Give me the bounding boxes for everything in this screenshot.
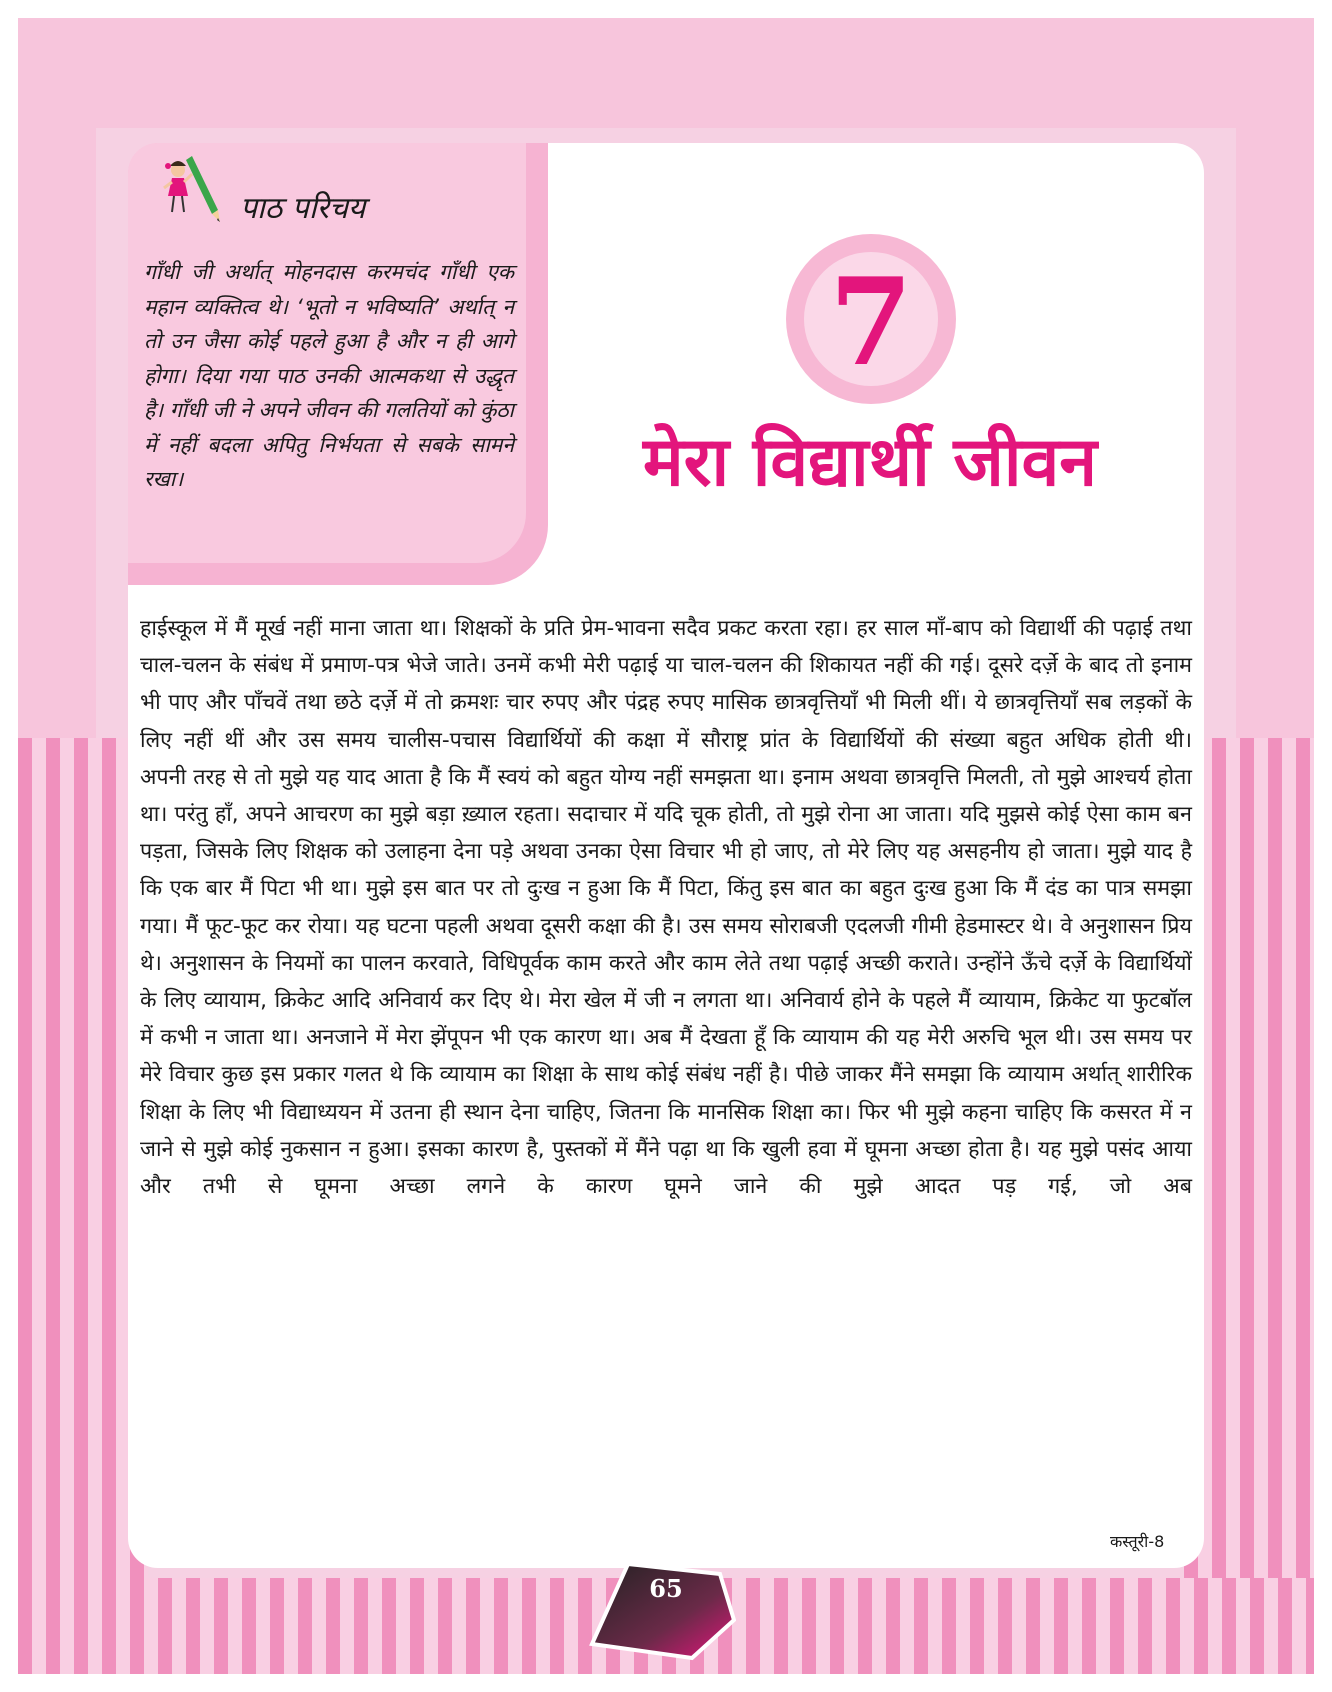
chapter-number: 7 bbox=[829, 252, 913, 393]
chapter-circle-inner bbox=[804, 252, 938, 393]
book-name: कस्तूरी-8 bbox=[1110, 1532, 1165, 1551]
intro-text: गाँधी जी अर्थात् मोहनदास करमचंद गाँधी एक महान व्यक्तित्व थे। ‘भूतो न भविष्यति’ अर्थात् न तो उन जैसा कोई पहले हुआ है और न ही आगे होगा। दिया गया पाठ उनकी आत्मकथा से उद्धृत है। गाँधी जी ने अपने जीवन की गलतियों को कुंठा में नहीं बदला अपितु निर्भयता से सबके सामने रखा। bbox=[144, 260, 514, 491]
intro-heading: पाठ परिचय bbox=[240, 191, 366, 226]
body-text bbox=[140, 610, 1192, 1205]
chapter-title: मेरा विद्यार्थी जीवन bbox=[643, 423, 1097, 502]
body-paragraph: हाईस्कूल में मैं मूर्ख नहीं माना जाता था। शिक्षकों के प्रति प्रेम-भावना सदैव प्रकट करता रहा। हर साल माँ-बाप को विद्यार्थी की पढ़ाई तथा चाल-चलन के संबंध में प्रमाण-पत्र भेजे जाते। उनमें कभी मेरी पढ़ाई या चाल-चलन की शिकायत नहीं की गई। दूसरे दर्ज़े के बाद तो इनाम भी पाए और पाँचवें तथा छठे दर्ज़े में तो क्रमशः चार रुपए और पंद्रह रुपए मासिक छात्रवृत्तियाँ भी मिली थीं। ये छात्रवृत्तियाँ सब लड़कों के लिए नहीं थीं और उस समय चालीस-पचास विद्यार्थियों की कक्षा में सौराष्ट्र प्रांत के विद्यार्थियों की संख्या बहुत अधिक होती थी। bbox=[140, 616, 1192, 753]
page-number: 65 bbox=[649, 1574, 683, 1603]
pencil-girl-icon bbox=[156, 152, 236, 232]
body-paragraph: अपनी तरह से तो मुझे यह याद आता है कि मैं स्वयं को बहुत योग्य नहीं समझता था। इनाम अथवा छात्रवृत्ति मिलती, तो मुझे आश्चर्य होता था। परंतु हाँ, अपने आचरण का मुझे बड़ा ख़्याल रहता। सदाचार में यदि चूक होती, तो मुझे रोना आ जाता। यदि मुझसे कोई ऐसा काम बन पड़ता, जिसके लिए शिक्षक को उलाहना देना पड़े अथवा उनका ऐसा विचार भी हो जाए, तो मेरे लिए यह असहनीय हो जाता। मुझे याद है कि एक बार मैं पिटा भी था। मुझे इस बात पर तो दुःख न हुआ कि मैं पिटा, किंतु इस बात का बहुत दुःख हुआ कि मैं दंड का पात्र समझा गया। मैं फूट-फूट कर रोया। यह घटना पहली अथवा दूसरी कक्षा की है। उस समय सोराबजी एदलजी गीमी हेडमास्टर थे। वे अनुशासन प्रिय थे। अनुशासन के नियमों का पालन करवाते, विधिपूर्वक काम करते और काम लेते तथा पढ़ाई अच्छी कराते। उन्होंने ऊँचे दर्ज़े के विद्यार्थियों के लिए व्यायाम, क्रिकेट आदि अनिवार्य कर दिए थे। मेरा खेल में जी न लगता था। अनिवार्य होने के पहले मैं व्यायाम, क्रिकेट या फुटबॉल में कभी न जाता था। अनजाने में मेरा झेंपूपन भी एक कारण था। अब मैं देखता हूँ कि व्यायाम की यह मेरी अरुचि भूल थी। उस समय पर मेरे विचार कुछ इस प्रकार गलत थे कि व्यायाम का शिक्षा के साथ कोई संबंध नहीं है। पीछे जाकर मैंने समझा कि व्यायाम अर्थात् शारीरिक शिक्षा के लिए भी विद्याध्ययन में उतना ही स्थान देना चाहिए, जितना कि मानसिक शिक्षा का। फिर भी मुझे कहना चाहिए कि कसरत में न जाने से मुझे कोई नुकसान न हुआ। इसका कारण है, पुस्तकों में मैंने पढ़ा था कि खुली हवा में घूमना अच्छा होता है। यह मुझे पसंद आया और तभी से घूमना अच्छा लगने के कारण घूमने जाने की मुझे आदत पड़ गई, जो अब bbox=[140, 764, 1192, 1200]
